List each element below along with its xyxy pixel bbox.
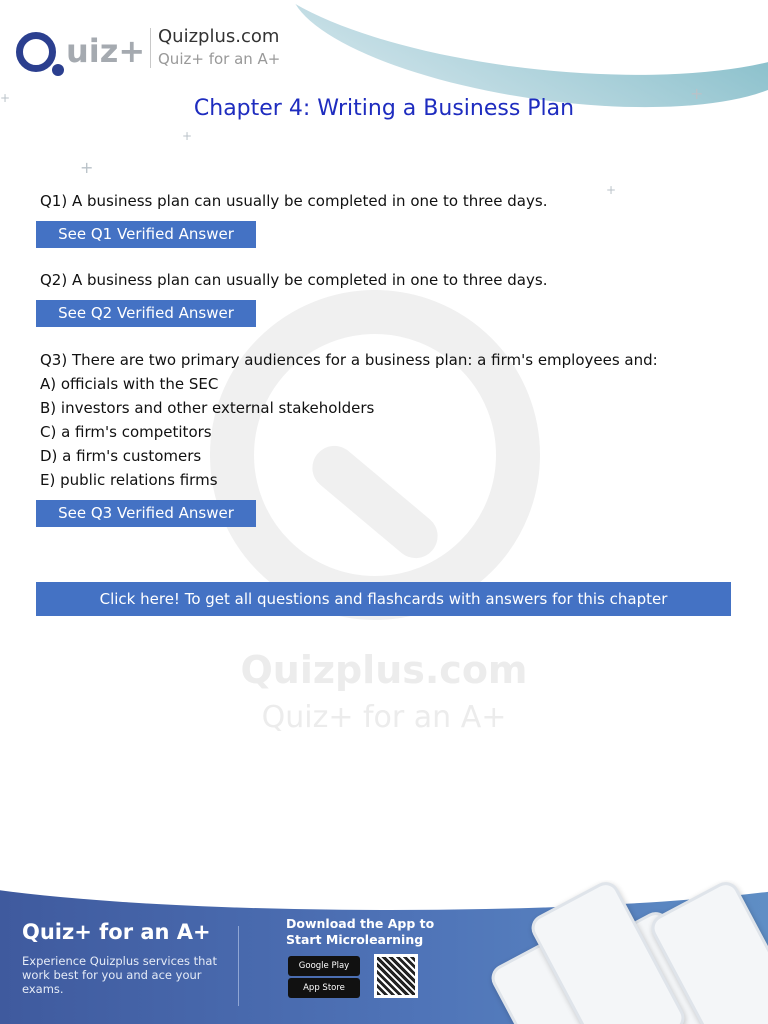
q2-answer-button[interactable]: See Q2 Verified Answer: [36, 300, 256, 327]
all-questions-cta-button[interactable]: Click here! To get all questions and flashcards with answers for this chapter: [36, 582, 731, 616]
plus-decoration: +: [0, 91, 11, 105]
q3-option-d: D) a firm's customers: [40, 447, 202, 465]
logo-divider: [150, 28, 151, 68]
plus-decoration: +: [606, 183, 617, 197]
q3-answer-button[interactable]: See Q3 Verified Answer: [36, 500, 256, 527]
logo-dot-icon: [52, 64, 64, 76]
logo-text: uiz+: [66, 32, 146, 70]
plus-decoration: +: [690, 84, 704, 103]
watermark-tagline: Quiz+ for an A+: [261, 700, 507, 735]
question-1: Q1) A business plan can usually be completed in one to three days.: [40, 192, 548, 210]
footer-download-text: Download the App to Start Microlearning: [286, 916, 435, 947]
qr-code-pattern: [377, 957, 415, 995]
site-name: Quizplus.com: [158, 26, 280, 47]
footer-divider: [238, 926, 239, 1006]
q3-option-e: E) public relations firms: [40, 471, 218, 489]
question-3: Q3) There are two primary audiences for a business plan: a firm's employees and:: [40, 351, 658, 369]
app-store-button[interactable]: App Store: [288, 978, 360, 998]
q1-answer-button[interactable]: See Q1 Verified Answer: [36, 221, 256, 248]
logo-q-icon: [16, 32, 56, 72]
plus-decoration: +: [182, 129, 193, 143]
q3-option-a: A) officials with the SEC: [40, 375, 219, 393]
footer-banner: [0, 880, 768, 1024]
watermark-logo-ring: [210, 290, 540, 620]
google-play-button[interactable]: Google Play: [288, 956, 360, 976]
page-title: Chapter 4: Writing a Business Plan: [193, 96, 575, 121]
footer-description: Experience Quizplus services that work best for you and ace your exams.: [22, 954, 217, 996]
watermark-site-name: Quizplus.com: [240, 648, 528, 692]
q3-option-b: B) investors and other external stakeholders: [40, 399, 375, 417]
q3-option-c: C) a firm's competitors: [40, 423, 212, 441]
plus-decoration: +: [80, 158, 94, 177]
footer-brand: Quiz+ for an A+: [22, 920, 211, 944]
qr-code[interactable]: [374, 954, 418, 998]
site-tagline: Quiz+ for an A+: [158, 50, 281, 68]
footer-curve: [0, 880, 768, 910]
quizplus-logo[interactable]: [16, 28, 146, 78]
question-2: Q2) A business plan can usually be completed in one to three days.: [40, 271, 548, 289]
